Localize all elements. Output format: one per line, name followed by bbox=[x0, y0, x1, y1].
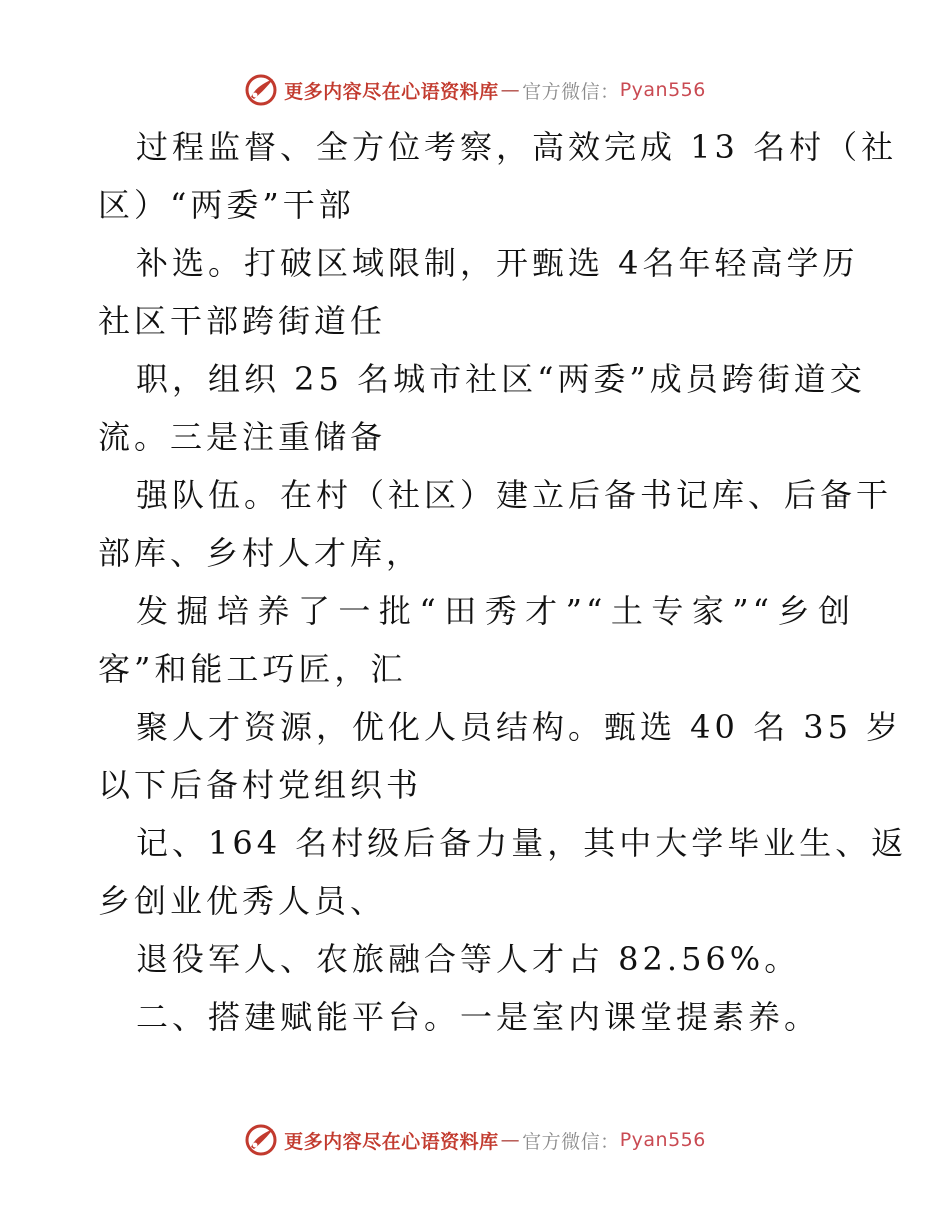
footer-watermark bbox=[0, 1120, 950, 1160]
watermark-dash: — bbox=[500, 79, 521, 101]
text-line: 部库、乡村人才库， bbox=[98, 534, 423, 572]
text-line: 强队伍。在村（社区）建立后备书记库、后备干 bbox=[136, 476, 893, 514]
text-line: 发掘培养了一批“田秀才”“土专家”“乡创 bbox=[136, 592, 854, 630]
text-line: 以下后备村党组织书 bbox=[98, 766, 423, 804]
text-line: 区）“两委”干部 bbox=[98, 186, 355, 224]
text-line: 客”和能工巧匠，汇 bbox=[98, 650, 407, 688]
text-line: 二、搭建赋能平台。一是室内课堂提素养。 bbox=[136, 998, 821, 1036]
text-line: 社区干部跨街道任 bbox=[98, 302, 387, 340]
text-line: 乡创业优秀人员、 bbox=[98, 882, 387, 920]
text-line: 补选。打破区域限制，开甄选 4名年轻高学历 bbox=[136, 244, 859, 282]
text-line: 职，组织 25 名城市社区“两委”成员跨街道交 bbox=[136, 360, 866, 398]
text-line: 记、164 名村级后备力量，其中大学毕业生、返 bbox=[136, 824, 908, 862]
watermark-wechat-label: 官方微信： bbox=[522, 80, 620, 103]
text-line: 退役军人、农旅融合等人才占 82.56%。 bbox=[136, 940, 801, 978]
brush-logo-icon bbox=[244, 73, 278, 107]
watermark-site-name: 更多内容尽在心语资料库 bbox=[284, 1130, 499, 1153]
header-watermark bbox=[0, 70, 950, 110]
text-line: 聚人才资源，优化人员结构。甄选 40 名 35 岁 bbox=[136, 708, 903, 746]
text-line: 流。三是注重储备 bbox=[98, 418, 387, 456]
text-line: 过程监督、全方位考察，高效完成 13 名村（社 bbox=[136, 128, 898, 166]
watermark-wechat-id: Pyan556 bbox=[619, 79, 706, 101]
watermark-site-name: 更多内容尽在心语资料库 bbox=[284, 80, 499, 103]
document-body bbox=[98, 118, 908, 1046]
watermark-dash: — bbox=[500, 1129, 521, 1151]
brush-logo-icon bbox=[244, 1123, 278, 1157]
watermark-wechat-id: Pyan556 bbox=[619, 1129, 706, 1151]
watermark-wechat-label: 官方微信： bbox=[522, 1130, 620, 1153]
